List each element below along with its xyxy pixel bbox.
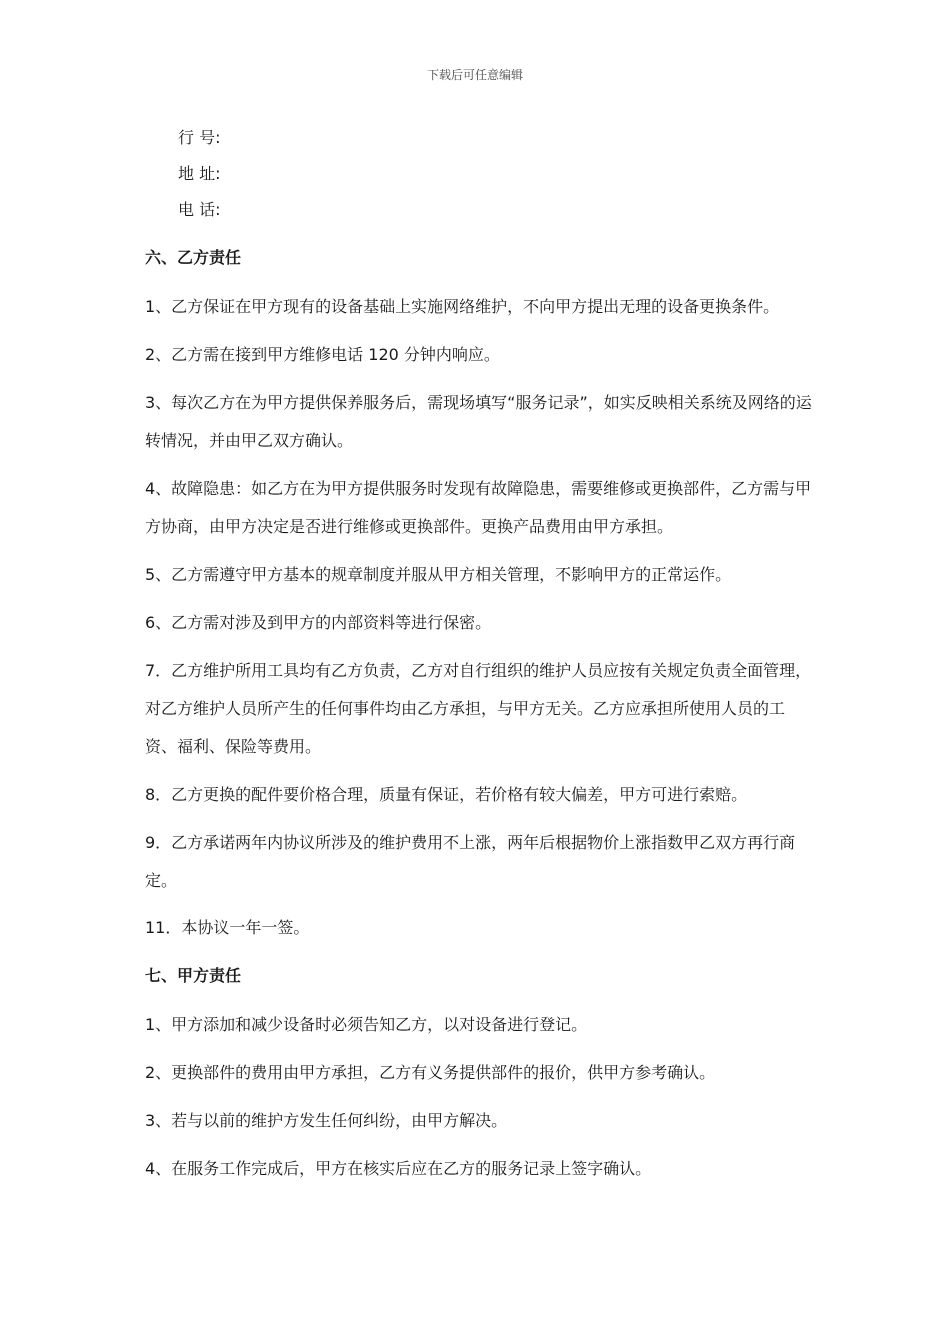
section-6-item-7: 7．乙方维护所用工具均有乙方负责，乙方对自行组织的维护人员应按有关规定负责全面管理，对乙方维护人员所产生的任何事件均由乙方承担，与甲方无关。乙方应承担所使用人员的工资、福利、保险等费用。 — [145, 661, 812, 756]
section-7-item-2: 2、更换部件的费用由甲方承担，乙方有义务提供部件的报价，供甲方参考确认。 — [145, 1063, 716, 1082]
section-6-item-6: 6、乙方需对涉及到甲方的内部资料等进行保密。 — [145, 613, 492, 632]
address-field-label: 地 址: — [178, 164, 221, 183]
section-6-item-9: 9．乙方承诺两年内协议所涉及的维护费用不上涨，两年后根据物价上涨指数甲乙双方再行商定。 — [145, 833, 796, 890]
section-6-item-3: 3、每次乙方在为甲方提供保养服务后，需现场填写“服务记录”，如实反映相关系统及网络的运转情况，并由甲乙双方确认。 — [145, 393, 812, 450]
section-6-item-4: 4、故障隐患：如乙方在为甲方提供服务时发现有故障隐患，需要维修或更换部件，乙方需与甲方协商，由甲方决定是否进行维修或更换部件。更换产品费用由甲方承担。 — [145, 479, 812, 536]
section-6-item-5: 5、乙方需遵守甲方基本的规章制度并服从甲方相关管理，不影响甲方的正常运作。 — [145, 565, 732, 584]
section-7-item-4: 4、在服务工作完成后，甲方在核实后应在乙方的服务记录上签字确认。 — [145, 1159, 652, 1178]
section-6-heading: 六、乙方责任 — [145, 248, 242, 267]
phone-field-label: 电 话: — [178, 200, 221, 219]
section-6-item-11: 11．本协议一年一签。 — [145, 918, 310, 937]
section-6-item-2: 2、乙方需在接到甲方维修电话 120 分钟内响应。 — [145, 345, 500, 364]
section-7-item-3: 3、若与以前的维护方发生任何纠纷，由甲方解决。 — [145, 1111, 508, 1130]
section-7-item-1: 1、甲方添加和减少设备时必须告知乙方，以对设备进行登记。 — [145, 1015, 588, 1034]
bank-account-field-label: 行 号: — [178, 128, 221, 147]
page-header-note: 下载后可任意编辑 — [426, 68, 523, 82]
section-7-heading: 七、甲方责任 — [145, 966, 242, 985]
section-6-item-8: 8．乙方更换的配件要价格合理，质量有保证，若价格有较大偏差，甲方可进行索赔。 — [145, 785, 748, 804]
section-6-item-1: 1、乙方保证在甲方现有的设备基础上实施网络维护，不向甲方提出无理的设备更换条件。 — [145, 297, 780, 316]
